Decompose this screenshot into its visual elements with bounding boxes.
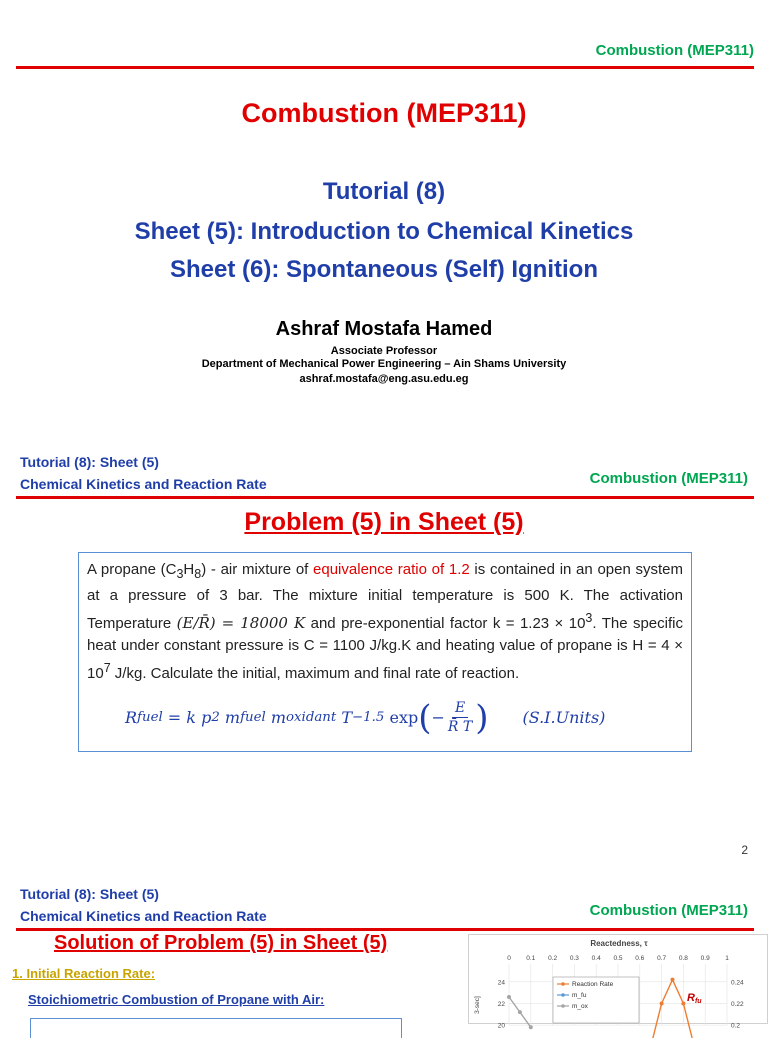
subheading: Stoichiometric Combustion of Propane with Air: — [28, 992, 325, 1007]
problem-box — [78, 552, 692, 752]
equivalence-ratio-highlight: equivalence ratio of 1.2 — [313, 561, 470, 578]
left-paren: ( — [418, 697, 432, 738]
data-point — [671, 978, 675, 982]
sheet5-heading: Sheet (5): Introduction to Chemical Kinetics — [134, 218, 634, 245]
x-tick-label: 0.1 — [526, 955, 536, 962]
reaction-rate-formula: R fuel = k p 2 m fuel m oxidant T −1.5 exp ( − $\frac{E}{R̄ T}$ ) (S.I.Units) — [125, 697, 606, 738]
author-department: Department of Mechanical Power Engineering – Ain Shams University — [201, 358, 567, 370]
solution-title: Solution of Problem (5) in Sheet (5) — [54, 932, 388, 954]
header-line: Chemical Kinetics and Reaction Rate — [20, 908, 267, 924]
author-role: Associate Professor — [330, 345, 438, 357]
reaction-chart — [468, 934, 768, 1030]
header-line: Tutorial (8): Sheet (5) — [20, 454, 159, 470]
data-point — [518, 1010, 522, 1014]
legend-label: m_fu — [572, 992, 587, 999]
x-tick-label: 0 — [507, 955, 511, 962]
problem-statement: A propane $(C_3H_8)$ - air mixture of equivalence ratio of 1.2 is contained in an open system at a pressure of 3 bar. The mixture initial temperature is 500 K. The activation Temperature (E/R̄) = 18000 K and pre-exponential factor $k = 1.23 \times 10^3$. The specific heat under constant pressure is C = 1100 J/kg.K and heating value of propane is $H = 4 \times 10^7$ J/kg. Calculate the initial, maximum and final rate of reaction. — [87, 561, 684, 682]
slide-header — [20, 883, 267, 927]
chart-title: Reactedness, τ — [590, 939, 648, 948]
x-tick-label: 0.9 — [700, 955, 710, 962]
slide-header — [20, 451, 267, 495]
y-tick-label-right: 0.22 — [731, 1000, 744, 1008]
x-tick-label: 0.2 — [548, 955, 558, 962]
page-title: Combustion (MEP311) — [241, 98, 527, 128]
right-paren: ) — [475, 697, 489, 738]
data-point — [529, 1025, 533, 1029]
data-point — [681, 1001, 685, 1005]
x-tick-label: 0.7 — [657, 955, 667, 962]
divider — [16, 66, 754, 69]
legend-marker — [561, 982, 565, 986]
author-name: Ashraf Mostafa Hamed — [275, 318, 493, 340]
problem-title: Problem (5) in Sheet (5) — [244, 508, 524, 536]
series-line — [651, 980, 695, 1038]
y-axis-label: 3-sec] — [474, 996, 481, 1014]
y-tick-label-left: 24 — [497, 979, 505, 987]
course-tag: Combustion (MEP311) — [595, 42, 754, 59]
chart-annotation: Rfu — [687, 992, 702, 1005]
activation-temperature: (E/R̄) = 18000 K — [176, 614, 306, 632]
data-point — [507, 995, 511, 999]
step-heading: 1. Initial Reaction Rate: — [12, 966, 156, 981]
x-tick-label: 0.8 — [678, 955, 688, 962]
y-tick-label-right: 0.2 — [731, 1022, 741, 1030]
course-tag: Combustion (MEP311) — [589, 470, 748, 487]
header-line: Chemical Kinetics and Reaction Rate — [20, 476, 267, 492]
sheet6-heading: Sheet (6): Spontaneous (Self) Ignition — [170, 256, 598, 283]
equation-box — [30, 1018, 402, 1038]
x-tick-label: 0.6 — [635, 955, 645, 962]
tutorial-heading: Tutorial (8) — [322, 178, 446, 205]
x-tick-label: 0.3 — [569, 955, 579, 962]
author-email: ashraf.mostafa@eng.asu.edu.eg — [299, 373, 469, 385]
x-tick-label: 1 — [725, 955, 729, 962]
y-tick-label-right: 0.24 — [731, 979, 744, 987]
y-tick-label-left: 22 — [497, 1000, 505, 1008]
y-tick-label-left: 20 — [497, 1022, 505, 1030]
units-label: (S.I.Units) — [522, 707, 606, 727]
chart-svg — [469, 935, 769, 1030]
divider — [16, 928, 754, 931]
legend-label: m_ox — [572, 1003, 588, 1010]
header-line: Tutorial (8): Sheet (5) — [20, 886, 159, 902]
legend-marker — [561, 1004, 565, 1008]
x-tick-label: 0.4 — [591, 955, 601, 962]
course-tag: Combustion (MEP311) — [589, 902, 748, 919]
page-number: 2 — [741, 843, 748, 857]
legend-label: Reaction Rate — [572, 981, 614, 988]
fraction: $\frac{E}{R̄ T}$ — [447, 700, 473, 735]
data-point — [660, 1001, 664, 1005]
divider — [16, 496, 754, 499]
x-tick-label: 0.5 — [613, 955, 623, 962]
legend-marker — [561, 993, 565, 997]
